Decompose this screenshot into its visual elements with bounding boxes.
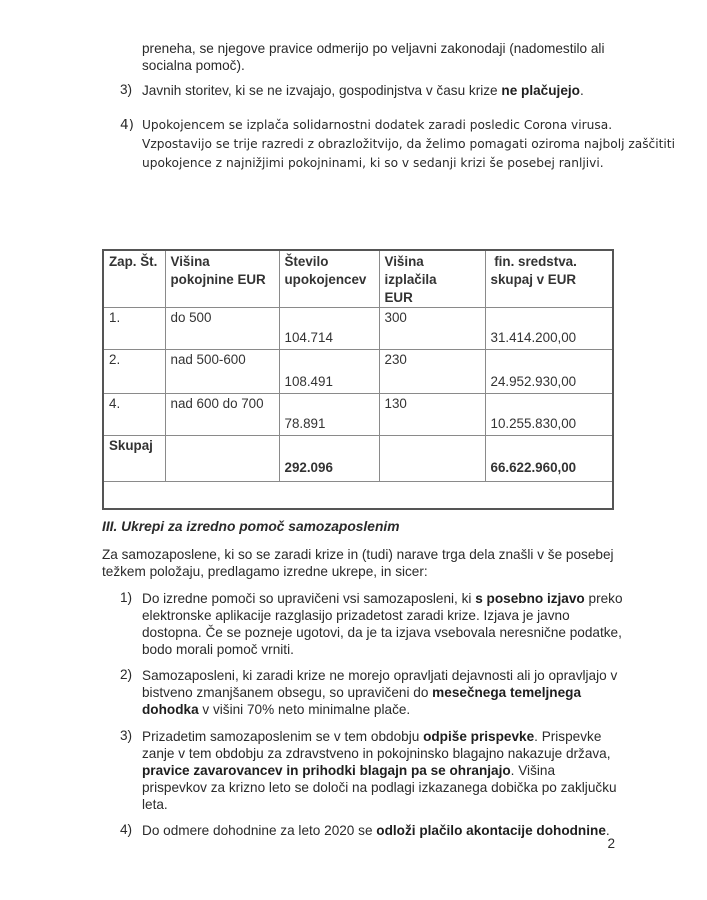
header-cell: fin. sredstva. skupaj v EUR — [485, 250, 613, 308]
header-cell: Višina pokojnine EUR — [165, 250, 279, 308]
list-item-line: leta. — [142, 797, 168, 812]
table-empty-row — [103, 482, 613, 509]
list-item-line: Samozaposleni, ki zaradi krize ne morejo opravljati dejavnosti ali jo opravljajo v — [142, 668, 618, 683]
cell-visina: nad 500-600 — [165, 350, 279, 394]
list-item-line: Do izredne pomoči so upravičeni vsi samozaposleni, ki s posebno izjavo preko — [142, 591, 623, 606]
header-cell: Število upokojencev — [279, 250, 379, 308]
text: Javnih storitev, ki se ne izvajajo, gospodinjstva v času krize — [142, 83, 502, 98]
list-number: 3) — [120, 728, 133, 743]
header-cell: Višina izplačila EUR — [379, 250, 485, 308]
cell-empty — [165, 436, 279, 482]
list-item-line: Vzpostavijo se trije razredi z obrazložitvijo, da želimo pomagati oziroma najbolj zaščititi — [142, 137, 675, 151]
list-item-line: dohodka v višini 70% neto minimalne plače. — [142, 702, 411, 717]
list-item — [142, 82, 584, 99]
cell-zap: 2. — [103, 350, 165, 394]
paragraph-line: Za samozaposlene, ki so se zaradi krize in (tudi) narave trga dela znašli v še posebej — [102, 547, 614, 562]
cell-stevilo: 104.714 — [279, 308, 379, 350]
cell-visina: do 500 — [165, 308, 279, 350]
section-heading: III. Ukrepi za izredno pomoč samozaposlenim — [102, 519, 400, 534]
cell-sredstva: 24.952.930,00 — [485, 350, 613, 394]
bold-text: ne plačujejo — [501, 83, 580, 98]
cell-izplacilo: 230 — [379, 350, 485, 394]
table-total-row — [103, 436, 613, 482]
pension-table — [102, 249, 614, 510]
cell-izplacilo: 300 — [379, 308, 485, 350]
cell-total-label: Skupaj — [103, 436, 165, 482]
cell-stevilo: 78.891 — [279, 394, 379, 436]
cell-stevilo: 108.491 — [279, 350, 379, 394]
list-item-line: prispevkov za krizno leto se določi na podlagi izkazanega dobička po zaključku — [142, 780, 617, 795]
list-number: 2) — [120, 667, 133, 682]
paragraph-line: preneha, se njegove pravice odmerijo po veljavni zakonodaji (nadomestilo ali — [142, 41, 605, 56]
cell-total-sredstva: 66.622.960,00 — [485, 436, 613, 482]
cell-total-stevilo: 292.096 — [279, 436, 379, 482]
table-header-row — [103, 250, 613, 308]
list-item-line: pravice zavarovancev in prihodki blagajn pa se ohranjajo. Višina — [142, 763, 556, 778]
list-item-line: upokojence z najnižjimi pokojninami, ki so v sedanji krizi še posebej ranljivi. — [142, 156, 604, 170]
cell-zap: 1. — [103, 308, 165, 350]
table-row — [103, 308, 613, 350]
list-item-line: bistveno zmanjšanem obsegu, so upravičeni do mesečnega temeljnega — [142, 685, 582, 700]
list-item-line: zanje v tem obdobju za zdravstveno in pokojninsko blagajno nakazuje država, — [142, 746, 611, 761]
text: . — [579, 83, 584, 98]
list-item-line: Upokojencem se izplača solidarnostni dodatek zaradi posledic Corona virusa. — [142, 118, 613, 132]
paragraph-line: težkem položaju, predlagamo izredne ukrepe, in sicer: — [102, 564, 428, 579]
list-number: 4) — [120, 822, 133, 837]
cell-empty — [379, 436, 485, 482]
list-number: 4) — [120, 117, 134, 133]
cell-izplacilo: 130 — [379, 394, 485, 436]
list-item-line: Do odmere dohodnine za leto 2020 se odloži plačilo akontacije dohodnine. — [142, 823, 610, 838]
cell-visina: nad 600 do 700 — [165, 394, 279, 436]
header-cell: Zap. Št. — [103, 250, 165, 308]
paragraph-line: socialna pomoč). — [142, 58, 245, 73]
cell-zap: 4. — [103, 394, 165, 436]
table-row — [103, 350, 613, 394]
list-item-line: Prizadetim samozaposlenim se v tem obdobju odpiše prispevke. Prispevke — [142, 729, 602, 744]
cell-sredstva: 10.255.830,00 — [485, 394, 613, 436]
list-item-line: bodo morali pomoč vrniti. — [142, 642, 294, 657]
list-number: 1) — [120, 590, 133, 605]
list-item-line: dostopna. Če se pozneje ugotovi, da je ta izjava vsebovala neresnične podatke, — [142, 625, 622, 640]
table-row — [103, 394, 613, 436]
list-item-line: elektronske aplikacije razglasijo prizadetost zaradi krize. Izjava je javno — [142, 608, 570, 623]
list-number: 3) — [120, 82, 133, 97]
cell-empty — [103, 482, 613, 509]
cell-sredstva: 31.414.200,00 — [485, 308, 613, 350]
page-number: 2 — [607, 836, 615, 851]
